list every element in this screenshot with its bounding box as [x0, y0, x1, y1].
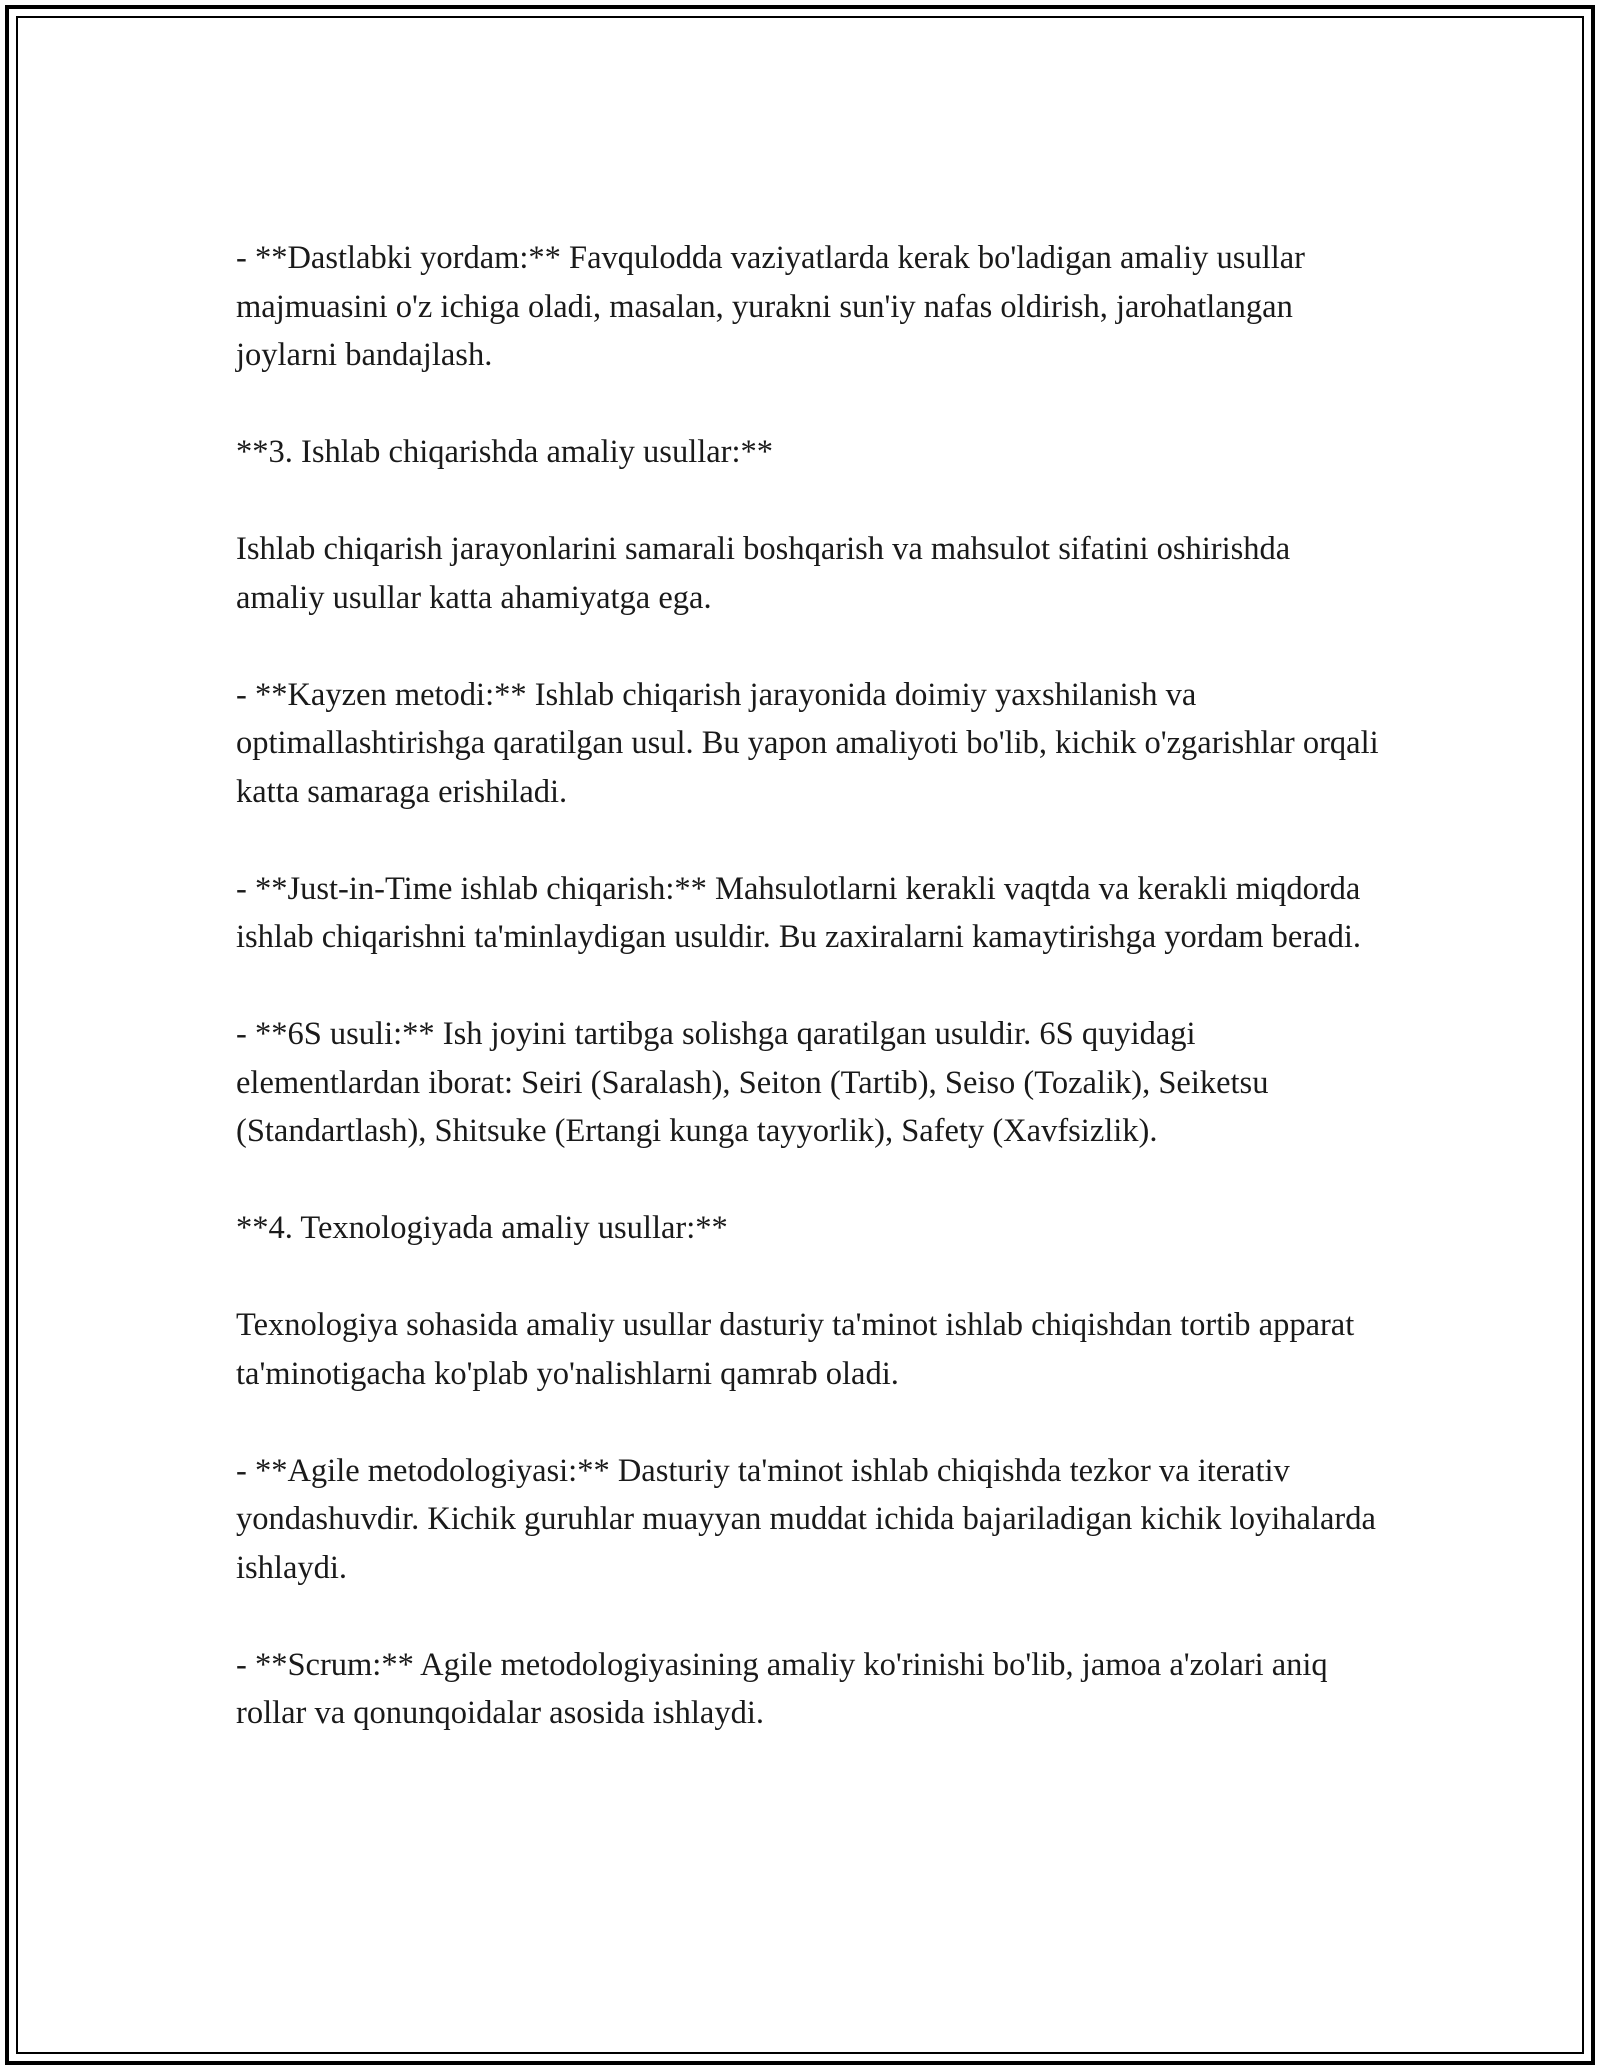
paragraph-scrum: - **Scrum:** Agile metodologiyasining amaliy ko'rinishi bo'lib, jamoa a'zolari aniq rollar va qonunqoidalar asosida ishlaydi.: [236, 1646, 1328, 1731]
paragraph-first-aid: - **Dastlabki yordam:** Favqulodda vaziyatlarda kerak bo'ladigan amaliy usullar majmuasini o'z ichiga oladi, masalan, yurakni sun'iy nafas oldirish, jarohatlangan joylarni bandajlash.: [236, 240, 1306, 373]
paragraph-6s: - **6S usuli:** Ish joyini tartibga solishga qaratilgan usuldir. 6S quyidagi elementlardan iborat: Seiri (Saralash), Seiton (Tartib), Seiso (Tozalik), Seiketsu (Standartlash), Shitsuke (Ertangi kunga tayyorlik), Safety (Xavfsizlik).: [236, 1016, 1269, 1149]
paragraph-agile: - **Agile metodologiyasi:** Dasturiy ta'minot ishlab chiqishda tezkor va iterativ yondashuvdir. Kichik guruhlar muayyan muddat ichida bajariladigan kichik loyihalarda ishlaydi.: [236, 1452, 1376, 1586]
heading-technology-methods: **4. Texnologiyada amaliy usullar:**: [236, 1210, 728, 1246]
paragraph-technology-intro: Texnologiya sohasida amaliy usullar dasturiy ta'minot ishlab chiqishdan tortib apparat ta'minotigacha ko'plab yo'nalishlarni qamrab oladi.: [236, 1307, 1355, 1392]
paragraph-just-in-time: - **Just-in-Time ishlab chiqarish:** Mahsulotlarni kerakli vaqtda va kerakli miqdorda ishlab chiqarishni ta'minlaydigan usuldir. Bu zaxiralarni kamaytirishga yordam beradi.: [236, 870, 1362, 955]
heading-production-methods: **3. Ishlab chiqarishda amaliy usullar:**: [236, 434, 774, 470]
document-body: [236, 234, 1386, 1786]
paragraph-kaizen: - **Kayzen metodi:** Ishlab chiqarish jarayonida doimiy yaxshilanish va optimallashtirishga qaratilgan usul. Bu yapon amaliyoti bo'lib, kichik o'zgarishlar orqali katta samaraga erishiladi.: [236, 676, 1379, 810]
paragraph-production-intro: Ishlab chiqarish jarayonlarini samarali boshqarish va mahsulot sifatini oshirishda amaliy usullar katta ahamiyatga ega.: [236, 531, 1291, 616]
